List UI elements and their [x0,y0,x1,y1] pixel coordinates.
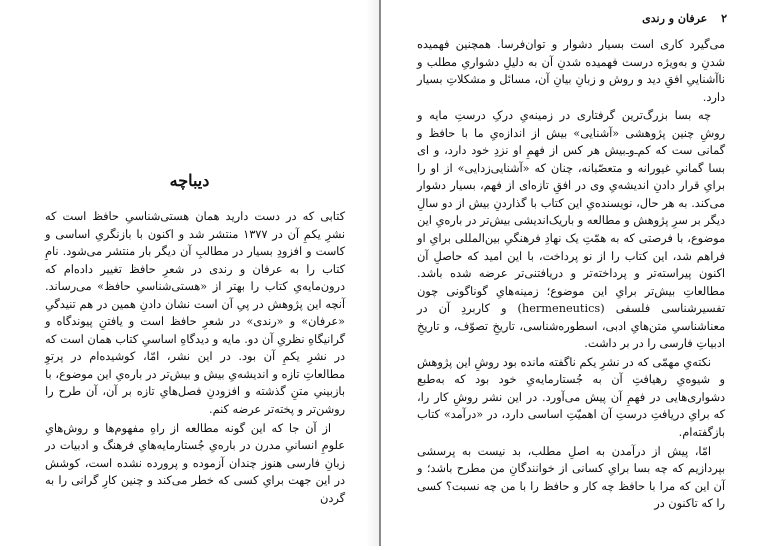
right-paragraph-2: چه بسا بزرگ‌ترین گرفتاری در زمینه‌یِ درکِ درستِ مایه و روشِ چنین پژوهشی «آشنایی» بیش از اندازه‌یِ ما با حافظ و گمانی ست که کم‌ـ‌و‌ـ‌بیش هر کس از فهمِ او نزدِ خود دارد، و ای بسا گمانیِ غیورانه و متعصّبانه، چنان که «آشنایی‌زدایی» از او را برایِ قرار دادنِ اندیشه‌یِ وی در افقِ تازه‌ای از فهم، بسیار دشوار می‌کند. به هر حال، نویسنده‌یِ این کتاب با گذاردنِ بیش از دو سالِ دیگر بر سرِ پژوهش و مطالعه و باریک‌اندیشی بیش‌تر در باره‌یِ این موضوع، با فرصتی که به همّتِ یک نهادِ فرهنگیِ بین‌المللی برایِ او فراهم شد، این کتاب را از نو پرداخت، با این امید که حاصلِ آن اکنون پیراسته‌تر و پرداخته‌تر و دریافتنی‌تر عرضه شده باشد. مطالعاتِ بیش‌تر برایِ این موضوع؛ زمینه‌هایِ گوناگونی چون تفسیرشناسی فلسفی (hermeneutics) و کاربردِ آن در معناشناسیِ متن‌هایِ ادبی، اسطوره‌شناسی، تاریخِ تصوّف، و تاریخِ ادبیاتِ فارسی را در بر داشت. [417,109,725,351]
right-page-body [417,36,725,513]
running-head-title: عرفان و رندی [642,12,708,25]
right-paragraph-3: نکته‌یِ مهمّی که در نشرِ یکم ناگفته مانده بود روشِ این پژوهش و شیوه‌یِ رهیافتِ آن به جُستارمایه‌یِ خود بود که به‌طبع دشواری‌هایی در فهمِ آن پیش می‌آورد. در این نشر روشِ کار را، که برایِ دریافتِ درستِ آن اهمیّتِ اساسی دارد، در «درآمد» کتاب بازگفته‌ام. [417,355,725,440]
right-page [381,0,759,550]
left-page-body [45,208,345,507]
gutter-shadow [366,0,379,550]
left-paragraph-2: از آن جا که این گونه مطالعه از راهِ مفهوم‌ها و روش‌هایِ علومِ انسانیِ مدرن در باره‌یِ جُستارمایه‌هایِ فرهنگ و ادبیات در زبانِ فارسی هنوز چندان آزموده و پرورده نشده است، کوشش در این جهت برایِ کسی که خطر می‌کند و چنین کارِ گرانی را به گردن [45,421,345,505]
left-page [0,0,379,550]
right-paragraph-4: امّا، پیش از درآمدن به اصلِ مطلب، بد نیست به پرسشی بپردازیم که چه بسا برایِ کسانی از خوانندگانِ من مطرح باشد؛ و آن این که مرا با حافظ چه کار و حافظ را با من چه نسبت؟ کسی را که تاکنون در [417,444,725,511]
chapter-title: دیباچه [169,171,210,190]
page-bottom-edge [0,546,759,550]
right-paragraph-1: می‌گیرد کاری‌ است بسیار دشوار و توان‌فرسا. همچنین فهمیده شدنِ و به‌ویژه درست فهمیده شدنِ آن به دلیلِ دشواریِ مطلب و ناآشناییِ افقِ دید و روش و زبانِ بیانِ آن، مسائل و مشکلاتِ بسیار دارد. [417,38,725,104]
left-paragraph-1: کتابی که در دست دارید همان هستی‌شناسیِ حافظ است که نشرِ یکمِ آن در ۱۳۷۷ منتشر شد و اکنون با بازنگریِ اساسی و کاست و افزودِ بسیار در مطالبِ آن دیگر بار منتشر می‌شود. نامِ کتاب را به عرفان و رندی در شعرِ حافظ تغییر داده‌ام که درون‌مایه‌یِ کتاب را بهتر از «هستی‌شناسیِ حافظ» می‌رساند. آنچه این پژوهش در پیِ آن است نشان دادنِ همین در هم تنیدگیِ «عرفان» و «رندی» در شعرِ حافظ است و یافتنِ پیوندگاه و گرانیگاهِ نظریِ آن دو. مایه و دیدگاهِ اساسیِ کتاب همان است که در نشرِ یکمِ آن بود. در این نشر، امّا، کوشیده‌ام در پرتوِ مطالعاتِ تازه و اندیشه‌یِ بیش و بیش‌تر در باره‌یِ این موضوع، با بازبینیِ متنِ گذشته و افزودنِ فصل‌هایِ تازه بر آن، آن طرح را روشن‌تر و پخته‌تر عرضه کنم. [45,210,345,417]
page-number: ۲ [721,12,727,25]
running-head [642,12,727,25]
